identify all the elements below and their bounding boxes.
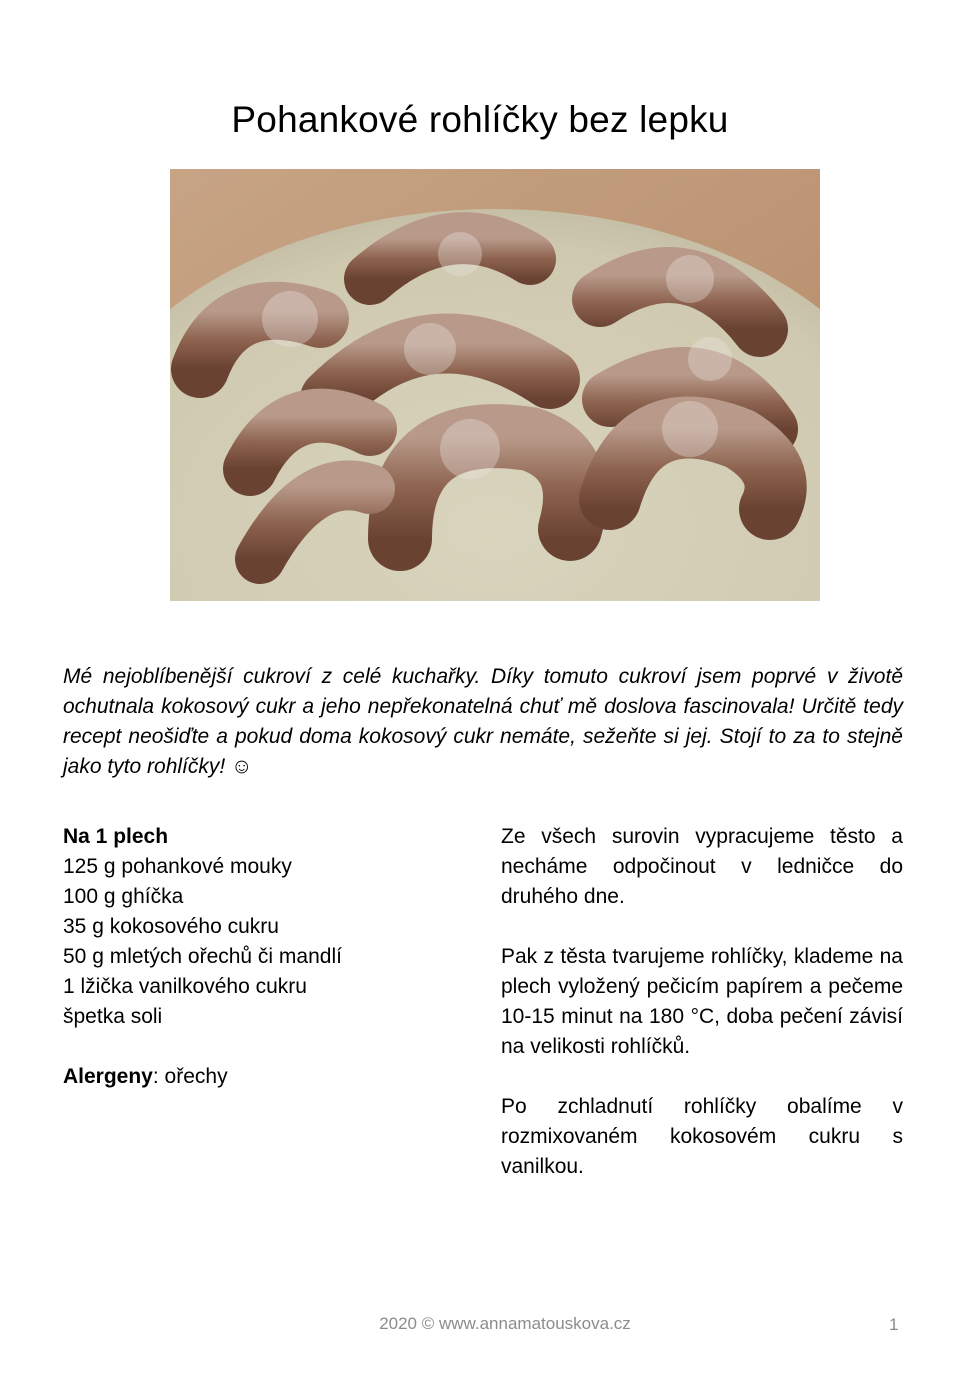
footer-copyright: 2020 © www.annamatouskova.cz: [379, 1314, 631, 1333]
page-number: 1: [889, 1315, 899, 1334]
ingredient-item: špetka soli: [63, 1005, 163, 1028]
ingredient-item: 125 g pohankové mouky: [63, 855, 292, 878]
allergens-line: [63, 1062, 463, 1092]
ingredient-item: 100 g ghíčka: [63, 885, 184, 908]
ingredients-heading: Na 1 plech: [63, 825, 169, 848]
cookie-photo: [170, 169, 820, 601]
instruction-step: Pak z těsta tvarujeme rohlíčky, klademe na plech vyložený pečicím papírem a pečeme 10-15 minut na 180 °C, doba pečení závisí na velikosti rohlíčků.: [501, 945, 903, 1058]
instruction-step: Ze všech surovin vypracujeme těsto a necháme odpočinout v ledničce do druhého dne.: [501, 825, 903, 908]
page-title: Pohankové rohlíčky bez lepku: [231, 98, 729, 140]
ingredients-section: [63, 822, 463, 1092]
instructions-section: [501, 822, 903, 1212]
ingredient-item: 1 lžička vanilkového cukru: [63, 975, 307, 998]
ingredient-item: 50 g mletých ořechů či mandlí: [63, 945, 342, 968]
allergens-label: Alergeny: [63, 1065, 153, 1088]
ingredient-item: 35 g kokosového cukru: [63, 915, 279, 938]
instruction-step: Po zchladnutí rohlíčky obalíme v rozmixovaném kokosovém cukru s vanilkou.: [501, 1095, 903, 1178]
allergens-value: : ořechy: [152, 1065, 228, 1088]
intro-paragraph: Mé nejoblíbenější cukroví z celé kuchařky. Díky tomuto cukroví jsem poprvé v životě ochutnala kokosový cukr a jeho nepřekonatelná chuť mě doslova fascinovala! Určitě tedy recept neošiďte a pokud doma kokosový cukr nemáte, sežeňte si jej. Stojí to za to stejně jako tyto rohlíčky! ☺: [63, 665, 903, 778]
